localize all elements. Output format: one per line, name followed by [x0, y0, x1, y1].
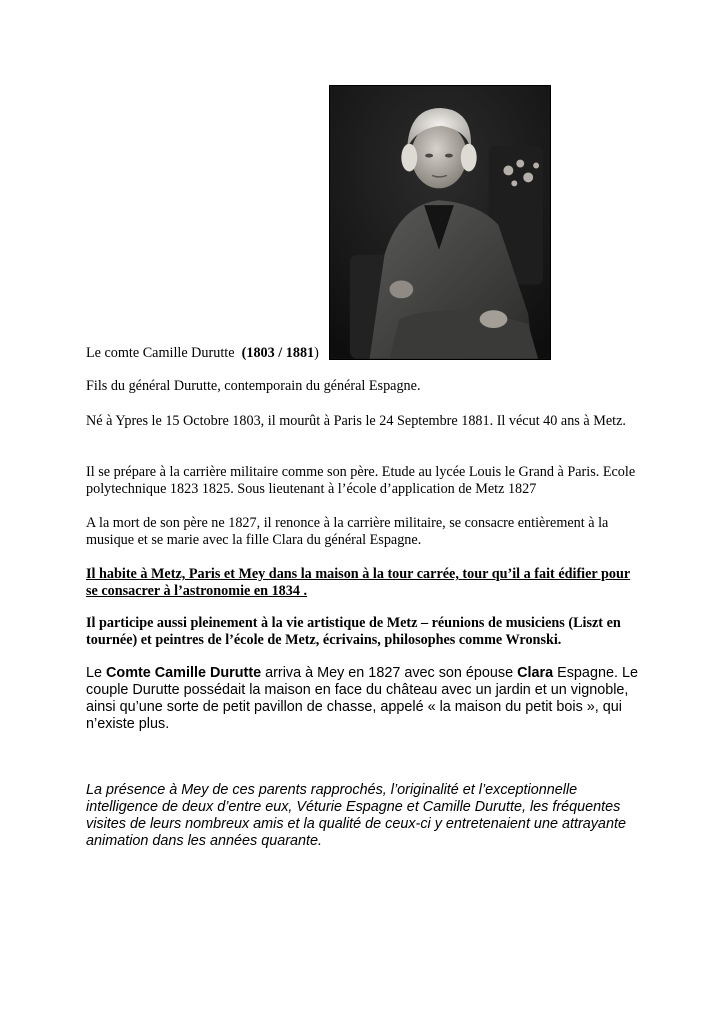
text-fragment: arriva à Mey en 1827 avec son épouse — [261, 665, 518, 681]
caption-dates: (1803 / 1881 — [241, 345, 315, 361]
portrait-photo — [329, 85, 551, 360]
text-fragment: Espagne. Le couple Durutte possédait la maison en face du château avec un jardin et un vignoble, ainsi qu’une sorte de petit pavillon de chasse, appelé « la maison du petit bois », qui n’existe plus. — [86, 665, 638, 732]
name-clara: Clara — [517, 665, 554, 681]
caption-close: ) — [314, 345, 319, 361]
paragraph-music: A la mort de son père ne 1827, il renonce à la carrière militaire, se consacre entièrement à la musique et se marie avec la fille Clara du général Espagne. — [86, 515, 609, 548]
caption-name: Le comte Camille Durutte — [86, 345, 235, 361]
portrait-illustration — [330, 86, 550, 359]
paragraph-birth: Né à Ypres le 15 Octobre 1803, il mourût à Paris le 24 Septembre 1881. Il vécut 40 ans à Metz. — [86, 413, 626, 429]
name-comte: Comte Camille Durutte — [106, 665, 262, 681]
paragraph-family-presence: La présence à Mey de ces parents rapprochés, l’originalité et l’exceptionnelle intelligence de deux d’entre eux, Véturie Espagne et Camille Durutte, les fréquentes visites de leurs nombreux amis et la qualité de ceux-ci y entretenaient une attrayante animation dans les années quarante. — [86, 782, 626, 849]
paragraph-artistic-life: Il participe aussi pleinement à la vie artistique de Metz – réunions de musiciens (Liszt en tournée) et peintres de l’école de Metz, écrivains, philosophes comme Wronski. — [86, 615, 621, 648]
text-fragment: Le — [86, 665, 107, 681]
portrait-caption — [86, 345, 319, 362]
paragraph-military: Il se prépare à la carrière militaire comme son père. Etude au lycée Louis le Grand à Paris. Ecole polytechnique 1823 1825. Sous lieutenant à l’école d’application de Metz 1827 — [86, 464, 636, 497]
paragraph-father: Fils du général Durutte, contemporain du général Espagne. — [86, 378, 421, 394]
paragraph-residence: Il habite à Metz, Paris et Mey dans la maison à la tour carrée, tour qu’il a fait édifier pour se consacrer à l’astronomie en 1834 . — [86, 566, 631, 599]
paragraph-mey-arrival — [86, 665, 646, 733]
